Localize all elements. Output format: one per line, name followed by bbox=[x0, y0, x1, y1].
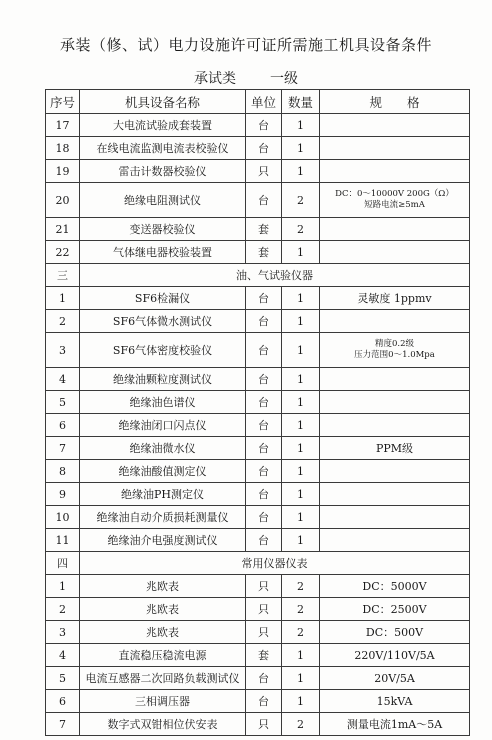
cell-serial: 1 bbox=[46, 575, 80, 598]
table-row bbox=[46, 529, 470, 552]
table-row bbox=[46, 241, 470, 264]
table-row bbox=[46, 183, 470, 218]
spec-line: 短路电流≥5mA bbox=[364, 200, 425, 210]
cell-serial: 4 bbox=[46, 644, 80, 667]
table-row bbox=[46, 368, 470, 391]
cell-unit: 套 bbox=[246, 644, 282, 667]
table-row bbox=[46, 506, 470, 529]
cell-quantity: 2 bbox=[282, 621, 320, 644]
cell-unit: 只 bbox=[246, 621, 282, 644]
cell-equipment-name: 绝缘油色谱仪 bbox=[80, 391, 246, 414]
spec-line: 精度0.2级 bbox=[374, 339, 415, 349]
cell-quantity: 1 bbox=[282, 506, 320, 529]
cell-equipment-name: SF6气体密度校验仪 bbox=[80, 333, 246, 368]
cell-unit: 台 bbox=[246, 391, 282, 414]
cell-quantity: 1 bbox=[282, 483, 320, 506]
table-row bbox=[46, 460, 470, 483]
section-row bbox=[46, 552, 470, 575]
table-row bbox=[46, 137, 470, 160]
cell-equipment-name: 在线电流监测电流表校验仪 bbox=[80, 137, 246, 160]
cell-spec: 测量电流1mA～5A bbox=[320, 713, 470, 736]
table-body bbox=[46, 114, 470, 736]
cell-unit: 只 bbox=[246, 598, 282, 621]
table-row bbox=[46, 644, 470, 667]
cell-serial: 5 bbox=[46, 667, 80, 690]
cell-unit: 只 bbox=[246, 160, 282, 183]
cell-equipment-name: 三相调压器 bbox=[80, 690, 246, 713]
cell-quantity: 1 bbox=[282, 114, 320, 137]
cell-spec bbox=[320, 506, 470, 529]
cell-equipment-name: 气体继电器校验装置 bbox=[80, 241, 246, 264]
cell-equipment-name: 绝缘电阻测试仪 bbox=[80, 183, 246, 218]
table-row bbox=[46, 598, 470, 621]
table-row bbox=[46, 575, 470, 598]
cell-unit: 台 bbox=[246, 690, 282, 713]
cell-serial: 17 bbox=[46, 114, 80, 137]
cell-serial: 9 bbox=[46, 483, 80, 506]
cell-serial: 8 bbox=[46, 460, 80, 483]
cell-unit: 台 bbox=[246, 506, 282, 529]
cell-serial: 1 bbox=[46, 287, 80, 310]
header-equipment-name: 机具设备名称 bbox=[80, 90, 246, 114]
cell-serial: 7 bbox=[46, 713, 80, 736]
cell-equipment-name: 绝缘油闭口闪点仪 bbox=[80, 414, 246, 437]
cell-unit: 套 bbox=[246, 241, 282, 264]
cell-spec bbox=[320, 414, 470, 437]
cell-spec: 15kVA bbox=[320, 690, 470, 713]
cell-serial: 20 bbox=[46, 183, 80, 218]
section-title: 常用仪器仪表 bbox=[80, 552, 470, 575]
document-subtitle bbox=[0, 68, 492, 88]
cell-unit: 台 bbox=[246, 333, 282, 368]
cell-spec: PPM级 bbox=[320, 437, 470, 460]
cell-unit: 台 bbox=[246, 114, 282, 137]
cell-serial: 3 bbox=[46, 621, 80, 644]
header-serial: 序号 bbox=[46, 90, 80, 114]
equipment-table bbox=[45, 89, 470, 736]
cell-quantity: 1 bbox=[282, 437, 320, 460]
cell-serial: 11 bbox=[46, 529, 80, 552]
cell-unit: 套 bbox=[246, 218, 282, 241]
cell-quantity: 2 bbox=[282, 575, 320, 598]
document-title: 承装（修、试）电力设施许可证所需施工机具设备条件 bbox=[59, 36, 432, 54]
table-row bbox=[46, 414, 470, 437]
cell-spec bbox=[320, 529, 470, 552]
cell-quantity: 1 bbox=[282, 529, 320, 552]
table-row bbox=[46, 437, 470, 460]
cell-equipment-name: 绝缘油自动介质损耗测量仪 bbox=[80, 506, 246, 529]
table-header-row bbox=[46, 90, 470, 114]
spec-line: DC：0～10000V 200G（Ω） bbox=[335, 189, 454, 199]
cell-unit: 台 bbox=[246, 414, 282, 437]
cell-unit: 台 bbox=[246, 137, 282, 160]
cell-serial: 7 bbox=[46, 437, 80, 460]
cell-equipment-name: 直流稳压稳流电源 bbox=[80, 644, 246, 667]
header-quantity: 数量 bbox=[282, 90, 320, 114]
section-title: 油、气试验仪器 bbox=[80, 264, 470, 287]
table-row bbox=[46, 713, 470, 736]
cell-equipment-name: 绝缘油酸值测定仪 bbox=[80, 460, 246, 483]
cell-quantity: 1 bbox=[282, 644, 320, 667]
header-spec: 规 格 bbox=[320, 90, 470, 114]
table-row bbox=[46, 218, 470, 241]
cell-unit: 台 bbox=[246, 529, 282, 552]
cell-quantity: 1 bbox=[282, 310, 320, 333]
subtitle-category: 承试类 bbox=[194, 71, 236, 87]
cell-equipment-name: 变送器校验仪 bbox=[80, 218, 246, 241]
cell-spec: DC：2500V bbox=[320, 598, 470, 621]
table-row bbox=[46, 160, 470, 183]
cell-unit: 台 bbox=[246, 437, 282, 460]
section-number: 四 bbox=[46, 552, 80, 575]
cell-equipment-name: 绝缘油介电强度测试仪 bbox=[80, 529, 246, 552]
section-row bbox=[46, 264, 470, 287]
cell-spec bbox=[320, 368, 470, 391]
cell-serial: 6 bbox=[46, 414, 80, 437]
cell-quantity: 2 bbox=[282, 713, 320, 736]
cell-serial: 2 bbox=[46, 310, 80, 333]
table-row bbox=[46, 333, 470, 368]
cell-serial: 22 bbox=[46, 241, 80, 264]
cell-spec bbox=[320, 391, 470, 414]
cell-quantity: 1 bbox=[282, 137, 320, 160]
cell-serial: 18 bbox=[46, 137, 80, 160]
cell-serial: 4 bbox=[46, 368, 80, 391]
cell-equipment-name: 绝缘油PH测定仪 bbox=[80, 483, 246, 506]
cell-spec bbox=[320, 160, 470, 183]
subtitle-level: 一级 bbox=[270, 71, 298, 87]
table-row bbox=[46, 667, 470, 690]
cell-equipment-name: 雷击计数器校验仪 bbox=[80, 160, 246, 183]
cell-spec bbox=[320, 241, 470, 264]
cell-serial: 6 bbox=[46, 690, 80, 713]
table-row bbox=[46, 114, 470, 137]
cell-unit: 台 bbox=[246, 183, 282, 218]
cell-equipment-name: 兆欧表 bbox=[80, 598, 246, 621]
cell-spec: DC：500V bbox=[320, 621, 470, 644]
cell-quantity: 1 bbox=[282, 690, 320, 713]
cell-unit: 台 bbox=[246, 483, 282, 506]
cell-unit: 只 bbox=[246, 575, 282, 598]
cell-spec: 20V/5A bbox=[320, 667, 470, 690]
cell-spec: 220V/110V/5A bbox=[320, 644, 470, 667]
cell-equipment-name: SF6气体微水测试仪 bbox=[80, 310, 246, 333]
cell-quantity: 2 bbox=[282, 218, 320, 241]
cell-equipment-name: 兆欧表 bbox=[80, 621, 246, 644]
cell-spec bbox=[320, 310, 470, 333]
cell-equipment-name: 数字式双钳相位伏安表 bbox=[80, 713, 246, 736]
cell-quantity: 1 bbox=[282, 333, 320, 368]
cell-spec bbox=[320, 483, 470, 506]
table-row bbox=[46, 287, 470, 310]
table-row bbox=[46, 483, 470, 506]
cell-spec bbox=[320, 460, 470, 483]
cell-quantity: 1 bbox=[282, 414, 320, 437]
cell-serial: 19 bbox=[46, 160, 80, 183]
cell-serial: 21 bbox=[46, 218, 80, 241]
cell-unit: 台 bbox=[246, 287, 282, 310]
cell-equipment-name: 绝缘油微水仪 bbox=[80, 437, 246, 460]
cell-serial: 3 bbox=[46, 333, 80, 368]
table-row bbox=[46, 310, 470, 333]
cell-equipment-name: 大电流试验成套装置 bbox=[80, 114, 246, 137]
cell-unit: 台 bbox=[246, 460, 282, 483]
cell-quantity: 2 bbox=[282, 598, 320, 621]
cell-spec: 灵敏度 1ppmv bbox=[320, 287, 470, 310]
cell-spec bbox=[320, 114, 470, 137]
cell-spec bbox=[320, 333, 470, 368]
cell-quantity: 1 bbox=[282, 460, 320, 483]
cell-unit: 只 bbox=[246, 713, 282, 736]
cell-equipment-name: 绝缘油颗粒度测试仪 bbox=[80, 368, 246, 391]
cell-quantity: 1 bbox=[282, 287, 320, 310]
cell-equipment-name: SF6检漏仪 bbox=[80, 287, 246, 310]
cell-serial: 10 bbox=[46, 506, 80, 529]
cell-quantity: 2 bbox=[282, 183, 320, 218]
cell-spec bbox=[320, 137, 470, 160]
cell-unit: 台 bbox=[246, 667, 282, 690]
cell-unit: 台 bbox=[246, 368, 282, 391]
cell-quantity: 1 bbox=[282, 241, 320, 264]
cell-spec: DC：5000V bbox=[320, 575, 470, 598]
cell-quantity: 1 bbox=[282, 160, 320, 183]
cell-equipment-name: 电流互感器二次回路负载测试仪 bbox=[80, 667, 246, 690]
cell-serial: 2 bbox=[46, 598, 80, 621]
section-number: 三 bbox=[46, 264, 80, 287]
spec-line: 压力范围0～1.0Mpa bbox=[354, 350, 435, 360]
cell-unit: 台 bbox=[246, 310, 282, 333]
table-row bbox=[46, 391, 470, 414]
cell-spec bbox=[320, 218, 470, 241]
table-row bbox=[46, 690, 470, 713]
header-unit: 单位 bbox=[246, 90, 282, 114]
table-row bbox=[46, 621, 470, 644]
cell-quantity: 1 bbox=[282, 368, 320, 391]
cell-serial: 5 bbox=[46, 391, 80, 414]
cell-quantity: 1 bbox=[282, 391, 320, 414]
cell-spec bbox=[320, 183, 470, 218]
cell-quantity: 1 bbox=[282, 667, 320, 690]
cell-equipment-name: 兆欧表 bbox=[80, 575, 246, 598]
